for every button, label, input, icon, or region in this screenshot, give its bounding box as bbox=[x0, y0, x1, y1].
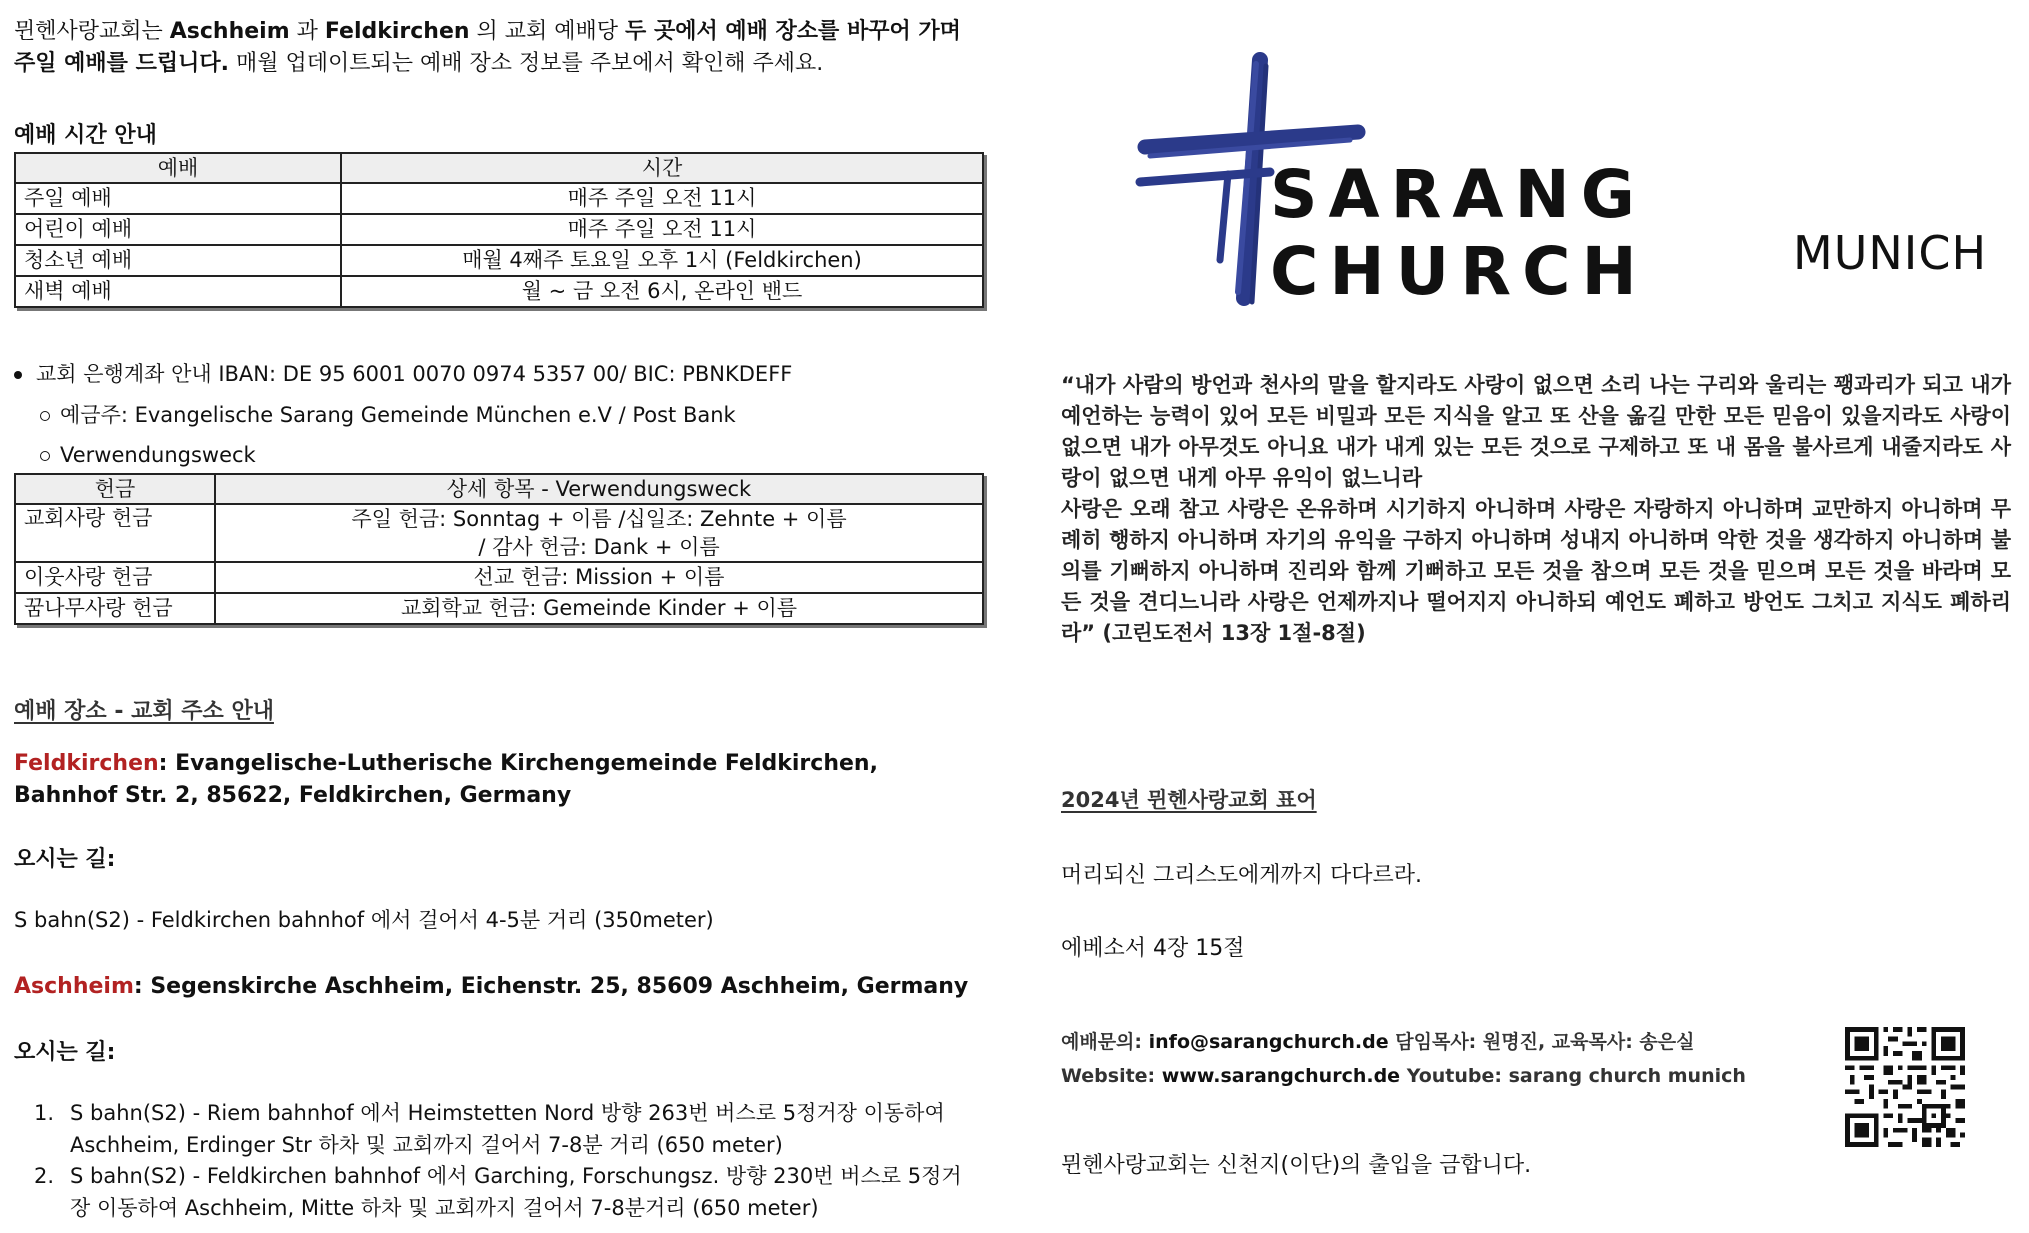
qr-code-icon bbox=[1845, 1027, 1965, 1147]
website-link: www.sarangchurch.de bbox=[1161, 1065, 1401, 1087]
intro-text: 매월 업데이트되는 예배 장소 정보를 주보에서 확인해 주세요. bbox=[228, 51, 824, 76]
bullet-circle-icon bbox=[40, 411, 50, 421]
bank-reference: Verwendungsweck bbox=[60, 443, 256, 467]
table-header-row bbox=[15, 474, 983, 504]
contact-label: 예배문의: bbox=[1061, 1031, 1149, 1053]
intro-text: 뮌헨사랑교회는 bbox=[14, 19, 170, 44]
table-row bbox=[15, 214, 983, 245]
table-cell: 매주 주일 오전 11시 bbox=[341, 214, 983, 245]
table-cell: 어린이 예배 bbox=[15, 214, 341, 245]
list-number: 2. bbox=[34, 1164, 55, 1188]
contact-email: info@sarangchurch.de bbox=[1148, 1031, 1389, 1053]
table-header-sub: - Verwendungsweck bbox=[534, 477, 752, 501]
bible-verse bbox=[1061, 370, 2011, 649]
feldkirchen-address-text: : Evangelische-Lutherische Kirchengemeinde Feldkirchen, Bahnhof Str. 2, 85622, Feldkirchen, Germany bbox=[14, 751, 878, 808]
contact-line bbox=[1061, 1027, 1694, 1054]
table-header: 예배 bbox=[15, 153, 341, 183]
offering-detail-line: / 감사 헌금: Dank + 이름 bbox=[478, 535, 720, 559]
table-row bbox=[15, 562, 983, 593]
intro-bold: 두 곳에서 예배 장소를 바꾸어 가며 주일 예배를 드립니다. bbox=[14, 19, 961, 76]
logo-subtitle: MUNICH bbox=[1793, 226, 1988, 280]
table-cell: 교회학교 헌금: Gemeinde Kinder + 이름 bbox=[215, 593, 983, 624]
table-cell: 꿈나무사랑 헌금 bbox=[15, 593, 215, 624]
table-header bbox=[215, 474, 983, 504]
table-cell: 새벽 예배 bbox=[15, 276, 341, 307]
website-line bbox=[1061, 1065, 1746, 1087]
bank-line: 교회 은행계좌 안내 IBAN: DE 95 6001 0070 0974 5357 00/ BIC: PBNKDEFF bbox=[36, 362, 793, 386]
directions-label: 오시는 길: bbox=[14, 1040, 116, 1065]
list-item-text: S bahn(S2) - Feldkirchen bahnhof 에서 Garching, Forschungsz. 방향 230번 버스로 5정거장 이동하여 Aschheim, Mitte 하차 및 교회까지 걸어서 7-8분거리 (650 meter) bbox=[70, 1164, 962, 1220]
motto-reference: 에베소서 4장 15절 bbox=[1061, 936, 1245, 961]
table-cell: 이웃사랑 헌금 bbox=[15, 562, 215, 593]
directions-label: 오시는 길: bbox=[14, 847, 116, 872]
table-row bbox=[15, 183, 983, 214]
intro-place-aschheim: Aschheim bbox=[169, 19, 290, 44]
list-number: 1. bbox=[34, 1101, 55, 1125]
offering-detail-line: 주일 헌금: Sonntag + 이름 /십일조: Zehnte + 이름 bbox=[351, 507, 847, 531]
bank-holder: 예금주: Evangelische Sarang Gemeinde München e.V / Post Bank bbox=[60, 403, 736, 427]
table-row bbox=[15, 245, 983, 276]
table-row bbox=[15, 593, 983, 624]
table-header-bold: 상세 항목 bbox=[446, 477, 535, 501]
contact-pastors: 담임목사: 원명진, 교육목사: 송은실 bbox=[1388, 1031, 1695, 1053]
table-cell: 청소년 예배 bbox=[15, 245, 341, 276]
list-item bbox=[34, 1160, 974, 1224]
intro-text: 의 교회 예배당 bbox=[469, 19, 626, 44]
bullet-icon bbox=[14, 371, 22, 379]
table-row bbox=[15, 276, 983, 307]
table-header-row bbox=[15, 153, 983, 183]
schedule-heading: 예배 시간 안내 bbox=[14, 123, 157, 148]
intro-text: 과 bbox=[289, 19, 325, 44]
aschheim-address-text: : Segenskirche Aschheim, Eichenstr. 25, 85609 Aschheim, Germany bbox=[133, 974, 969, 999]
aschheim-address bbox=[14, 974, 968, 999]
table-cell bbox=[215, 504, 983, 562]
motto-heading: 2024년 뮌헨사랑교회 표어 bbox=[1061, 788, 1317, 812]
table-header: 헌금 bbox=[15, 474, 215, 504]
youtube-text: Youtube: sarang church munich bbox=[1400, 1065, 1746, 1087]
offering-table bbox=[14, 473, 984, 625]
bank-info-item bbox=[14, 358, 792, 390]
verse-paragraph: “내가 사람의 방언과 천사의 말을 할지라도 사랑이 없으면 소리 나는 구리와 울리는 꽹과리가 되고 내가 예언하는 능력이 있어 모든 비밀과 모든 지식을 알고 또 산을 옮길 만한 모든 믿음이 있을지라도 사랑이 없으면 내가 아무것도 아니요 내가 내게 있는 모든 것으로 구제하고 또 내 몸을 불사르게 내줄지라도 사랑이 없으면 내게 아무 유익이 없느니라 bbox=[1061, 373, 2011, 490]
feldkirchen-address bbox=[14, 748, 974, 812]
table-cell: 선교 헌금: Mission + 이름 bbox=[215, 562, 983, 593]
bank-reference-item bbox=[40, 439, 256, 471]
website-label: Website: bbox=[1061, 1065, 1162, 1087]
bullet-circle-icon bbox=[40, 451, 50, 461]
bank-holder-item bbox=[40, 399, 736, 431]
table-header: 시간 bbox=[341, 153, 983, 183]
table-cell: 매월 4째주 토요일 오후 1시 (Feldkirchen) bbox=[341, 245, 983, 276]
table-cell: 매주 주일 오전 11시 bbox=[341, 183, 983, 214]
notice-text: 뮌헨사랑교회는 신천지(이단)의 출입을 금합니다. bbox=[1061, 1153, 1532, 1178]
table-cell: 교회사랑 헌금 bbox=[15, 504, 215, 562]
logo-title: SARANG CHURCH bbox=[1270, 156, 1648, 310]
motto-text: 머리되신 그리스도에게까지 다다르라. bbox=[1061, 863, 1423, 888]
list-item-text: S bahn(S2) - Riem bahnhof 에서 Heimstetten Nord 방향 263번 버스로 5정거장 이동하여 Aschheim, Erdinger Str 하차 및 교회까지 걸어서 7-8분 거리 (650 meter) bbox=[70, 1101, 945, 1157]
aschheim-name: Aschheim bbox=[14, 974, 134, 999]
list-item bbox=[34, 1097, 974, 1161]
verse-paragraph: 사랑은 오래 참고 사랑은 온유하며 시기하지 아니하며 사랑은 자랑하지 아니하며 교만하지 아니하며 무례히 행하지 아니하며 자기의 유익을 구하지 아니하며 성내지 아니하며 악한 것을 생각하지 아니하며 불의를 기뻐하지 아니하며 진리와 함께 기뻐하고 모든 것을 참으며 모든 것을 믿으며 모든 것을 바라며 모든 것을 견디느니라 사랑은 언제까지나 떨어지지 아니하되 예언도 폐하고 방언도 그치고 지식도 폐하리라” (고린도전서 13장 1절-8절) bbox=[1061, 497, 2011, 645]
schedule-table bbox=[14, 152, 984, 308]
table-cell: 주일 예배 bbox=[15, 183, 341, 214]
table-cell: 월 ~ 금 오전 6시, 온라인 밴드 bbox=[341, 276, 983, 307]
table-row bbox=[15, 504, 983, 562]
intro-paragraph bbox=[14, 16, 974, 80]
intro-place-feldkirchen: Feldkirchen bbox=[324, 19, 470, 44]
feldkirchen-name: Feldkirchen bbox=[14, 751, 159, 776]
feldkirchen-directions: S bahn(S2) - Feldkirchen bahnhof 에서 걸어서 4-5분 거리 (350meter) bbox=[14, 908, 714, 932]
locations-heading: 예배 장소 - 교회 주소 안내 bbox=[14, 699, 274, 724]
